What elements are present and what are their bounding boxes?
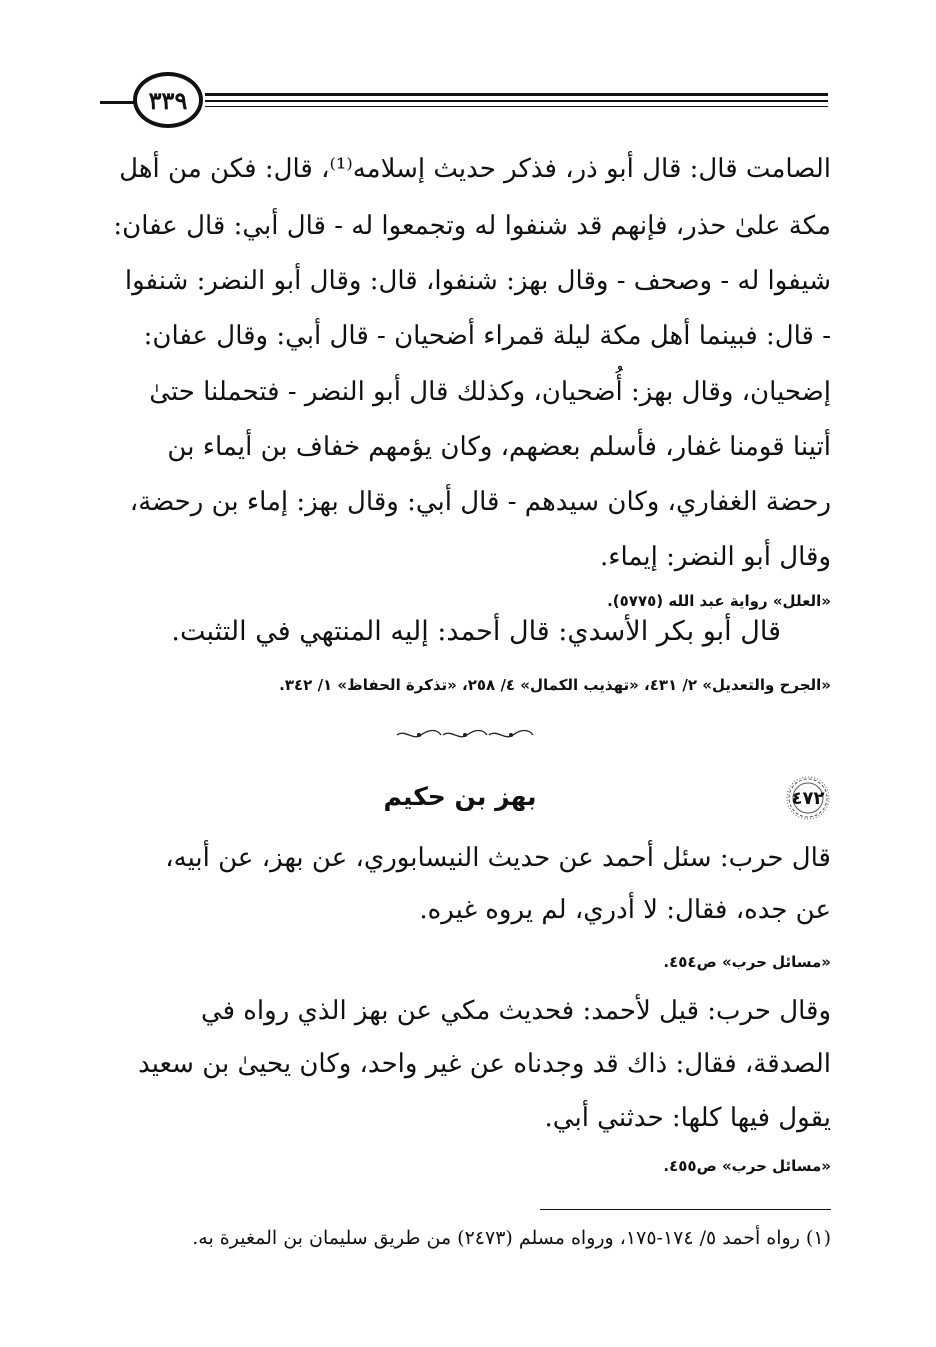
source-reference: «الجرح والتعديل» ٢/ ٤٣١، «تهذيب الكمال» ٤/ ٢٥٨، «تذكرة الحفاظ» ١/ ٣٤٢. [279, 676, 831, 694]
footnote-rule [540, 1209, 831, 1210]
text-line: يقول فيها كلها: حدثني أبي. [544, 1103, 831, 1133]
source-reference: «العلل» رواية عبد الله (٥٧٧٥). [607, 592, 831, 610]
text-line: أتينا قومنا غفار، فأسلم بعضهم، وكان يؤمهم خفاف بن أيماء بن [167, 432, 831, 462]
text-line: - قال: فبينما أهل مكة ليلة قمراء أضحيان - قال أبي: وقال عفان: [143, 321, 831, 351]
ornament-icon [395, 728, 535, 742]
footnote: (١) رواه أحمد ٥/ ١٧٤-١٧٥، ورواه مسلم (٢٤٧٣) من طريق سليمان بن المغيرة به. [192, 1227, 831, 1249]
entry-number: ٤٧٢ [791, 787, 825, 809]
quote-line: قال أبو بكر الأسدي: قال أحمد: إليه المنتهي في التثبت. [171, 616, 781, 647]
text-line: إضحيان، وقال بهز: أُضحيان، وكذلك قال أبو النضر - فتحملنا حتىٰ [149, 377, 831, 407]
text-line: مكة علىٰ حذر، فإنهم قد شنفوا له وتجمعوا له - قال أبي: قال عفان: [113, 211, 831, 241]
text-line: قال حرب: سئل أحمد عن حديث النيسابوري، عن بهز، عن أبيه، [165, 843, 831, 873]
page-number-badge [133, 72, 203, 128]
page-number: ٣٣٩ [148, 85, 188, 115]
text-line: شيفوا له - وصحف - وقال بهز: شنفوا، قال: وقال أبو النضر: شنفوا [124, 266, 831, 296]
ornament-divider [395, 728, 535, 742]
header-rule [205, 93, 828, 96]
text-line: وقال أبو النضر: إيماء. [599, 542, 831, 572]
text-line: رحضة الغفاري، وكان سيدهم - قال أبي: وقال بهز: إماء بن رحضة، [129, 487, 831, 517]
entry-number-badge [784, 776, 832, 820]
source-reference: «مسائل حرب» ص٤٥٥. [663, 1157, 831, 1175]
entry-title: بهز بن حكيم [383, 782, 537, 811]
header-rule [205, 100, 828, 102]
header-rule [205, 106, 828, 107]
text-line: الصدقة، فقال: ذاك قد وجدناه عن غير واحد، وكان يحيىٰ بن سعيد [138, 1049, 831, 1079]
text-line: عن جده، فقال: لا أدري، لم يروه غيره. [419, 895, 831, 925]
source-reference: «مسائل حرب» ص٤٥٤. [663, 953, 831, 971]
text-line: الصامت قال: قال أبو ذر، فذكر حديث إسلامه⁽¹⁾، قال: فكن من أهل [119, 154, 831, 184]
text-line: وقال حرب: قيل لأحمد: فحديث مكي عن بهز الذي رواه في [200, 996, 831, 1026]
